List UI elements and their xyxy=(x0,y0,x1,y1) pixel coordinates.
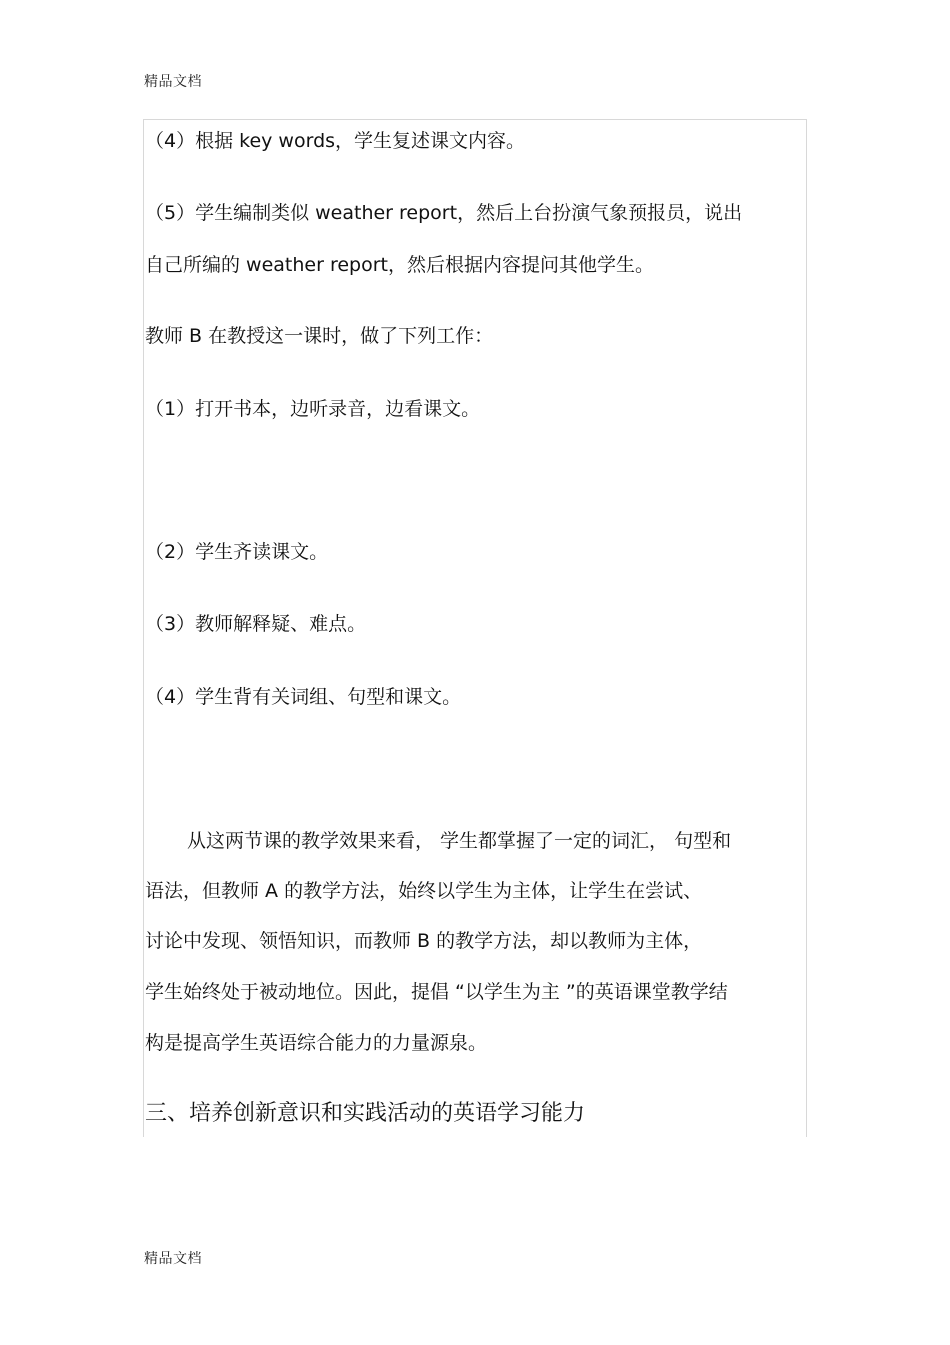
frame-border-left xyxy=(143,119,144,1137)
frame-border-top xyxy=(143,119,807,120)
conclusion-line-4: 学生始终处于被动地位。因此，提倡 “以学生为主 ”的英语课堂教学结 xyxy=(145,981,728,1003)
page-watermark-top: 精品文档 xyxy=(144,74,202,90)
teacher-a-item-4: （4）根据 key words，学生复述课文内容。 xyxy=(145,130,526,152)
conclusion-line-1: 从这两节课的教学效果来看， 学生都掌握了一定的词汇， 句型和 xyxy=(187,830,732,852)
teacher-a-item-5-line-1: （5）学生编制类似 weather report，然后上台扮演气象预报员，说出 xyxy=(145,202,743,224)
conclusion-line-5: 构是提高学生英语综合能力的力量源泉。 xyxy=(145,1032,488,1054)
teacher-b-item-3: （3）教师解释疑、难点。 xyxy=(145,613,367,635)
teacher-b-item-2: （2）学生齐读课文。 xyxy=(145,541,329,563)
teacher-b-intro: 教师 B 在教授这一课时，做了下列工作： xyxy=(145,325,494,347)
teacher-a-item-5-line-2: 自己所编的 weather report，然后根据内容提问其他学生。 xyxy=(145,254,654,276)
teacher-b-item-4: （4）学生背有关词组、句型和课文。 xyxy=(145,686,462,708)
conclusion-line-3: 讨论中发现、领悟知识，而教师 B 的教学方法，却以教师为主体， xyxy=(145,930,703,952)
frame-border-right xyxy=(806,119,807,1137)
teacher-b-item-1: （1）打开书本，边听录音，边看课文。 xyxy=(145,398,481,420)
section-heading: 三、培养创新意识和实践活动的英语学习能力 xyxy=(145,1101,586,1126)
page-watermark-bottom: 精品文档 xyxy=(144,1251,202,1267)
conclusion-line-2: 语法，但教师 A 的教学方法，始终以学生为主体，让学生在尝试、 xyxy=(145,880,703,902)
